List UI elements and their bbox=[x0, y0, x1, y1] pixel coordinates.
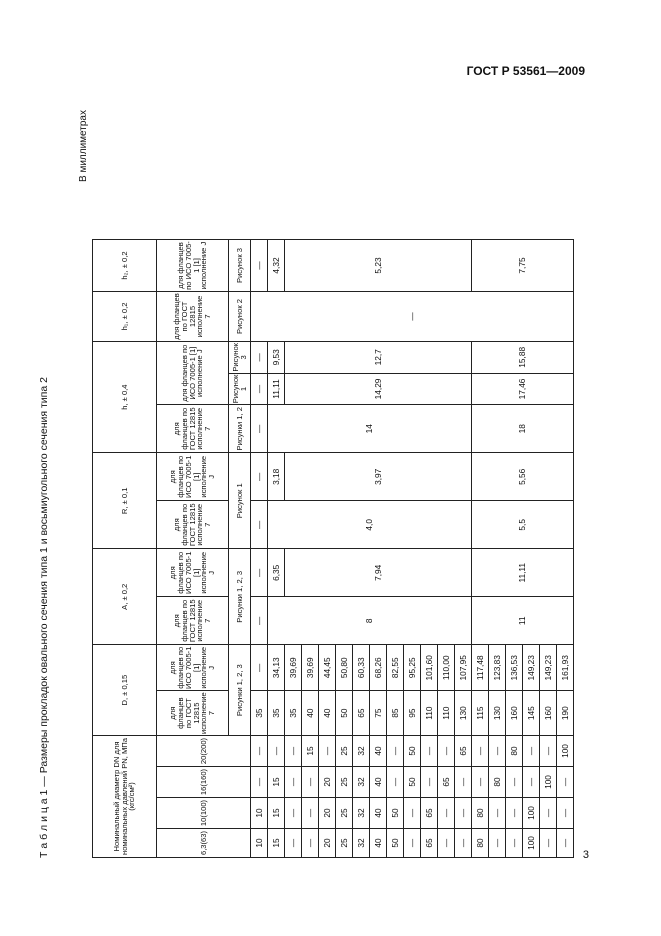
dn-cell: 32 bbox=[353, 736, 370, 767]
d-gost-cell: 160 bbox=[540, 691, 557, 736]
dn-cell: 25 bbox=[336, 798, 353, 829]
d-gost-cell: 50 bbox=[336, 691, 353, 736]
dn-cell: — bbox=[387, 767, 404, 798]
merged-value-cell: 5,56 bbox=[472, 453, 574, 501]
dn-cell: 50 bbox=[387, 829, 404, 858]
merged-value-cell: — bbox=[251, 501, 268, 549]
d-gost-cell: 40 bbox=[302, 691, 319, 736]
d-iso-cell: 161,93 bbox=[557, 645, 574, 691]
document-header: ГОСТ Р 53561—2009 bbox=[466, 64, 585, 78]
d-iso-cell: 149,23 bbox=[523, 645, 540, 691]
dn-cell: — bbox=[472, 767, 489, 798]
dn-cell: — bbox=[523, 736, 540, 767]
pn-header: 6,3(63) bbox=[157, 829, 251, 858]
iso-subheader: для фланцев по ИСО 7005-1 [1] исполнение J bbox=[157, 549, 229, 597]
dn-cell: 20 bbox=[319, 829, 336, 858]
dn-cell: — bbox=[489, 736, 506, 767]
d-iso-cell: 39,69 bbox=[302, 645, 319, 691]
dn-cell: — bbox=[268, 736, 285, 767]
merged-value-cell: 11,11 bbox=[472, 549, 574, 597]
d-gost-cell: 85 bbox=[387, 691, 404, 736]
iso-subheader: для фланцев по ИСО 7005-1 [1] исполнение J bbox=[157, 240, 229, 292]
dn-cell: 15 bbox=[268, 798, 285, 829]
dn-cell: — bbox=[455, 829, 472, 858]
dn-cell: — bbox=[302, 798, 319, 829]
dn-cell: — bbox=[506, 767, 523, 798]
dn-cell: 15 bbox=[268, 767, 285, 798]
dn-cell: 25 bbox=[336, 736, 353, 767]
pn-header: 10(100) bbox=[157, 798, 251, 829]
merged-value-cell: 11,11 bbox=[268, 373, 285, 405]
merged-value-cell: 5,23 bbox=[285, 240, 472, 292]
dn-cell: — bbox=[438, 736, 455, 767]
d-gost-cell: 115 bbox=[472, 691, 489, 736]
d-iso-cell: 68,26 bbox=[370, 645, 387, 691]
d-iso-cell: 95,25 bbox=[404, 645, 421, 691]
dn-cell: — bbox=[404, 829, 421, 858]
iso-subheader: для фланцев по ИСО 7005-1 [1] исполнение J bbox=[157, 342, 229, 405]
dn-cell: — bbox=[472, 736, 489, 767]
units-note: В миллиметрах bbox=[78, 110, 89, 182]
d-gost-cell: 110 bbox=[438, 691, 455, 736]
table-row bbox=[251, 240, 268, 858]
dn-cell: 10 bbox=[251, 829, 268, 858]
d-iso-cell: 82,55 bbox=[387, 645, 404, 691]
d-iso-cell: 39,69 bbox=[285, 645, 302, 691]
merged-value-cell: 8 bbox=[268, 597, 472, 645]
d-gost-cell: 160 bbox=[506, 691, 523, 736]
figure-ref: Рисунок 3 bbox=[229, 240, 251, 292]
col-R-header: R, ± 0,1 bbox=[93, 453, 157, 549]
dn-cell: — bbox=[302, 767, 319, 798]
figure-ref: Рисунки 1, 2, 3 bbox=[229, 645, 251, 736]
dn-cell: 65 bbox=[438, 767, 455, 798]
dn-cell: — bbox=[319, 736, 336, 767]
iso-subheader: для фланцев по ИСО 7005-1 [1] исполнение J bbox=[157, 645, 229, 691]
dn-cell: 100 bbox=[523, 798, 540, 829]
figure-ref: Рисунки 1, 2, 3 bbox=[229, 549, 251, 645]
figure-ref: Рисунки 1, 2 bbox=[229, 405, 251, 453]
dn-cell: 32 bbox=[353, 829, 370, 858]
dn-cell: 50 bbox=[387, 798, 404, 829]
table-caption: Т а б л и ц а 1 — Размеры прокладок овального сечения типа 1 и восьмиугольного сечения типа 2 bbox=[38, 377, 50, 858]
dn-cell: — bbox=[251, 736, 268, 767]
d-gost-cell: 65 bbox=[353, 691, 370, 736]
gost-subheader: для фланцев по ГОСТ 12815 исполнение 7 bbox=[157, 405, 229, 453]
merged-value-cell: 3,18 bbox=[268, 453, 285, 501]
col-A-header: A, ± 0,2 bbox=[93, 549, 157, 645]
dn-cell: — bbox=[489, 829, 506, 858]
d-gost-cell: 130 bbox=[489, 691, 506, 736]
iso-subheader: для фланцев по ИСО 7005-1 [1] исполнение J bbox=[157, 453, 229, 501]
dn-cell: 32 bbox=[353, 798, 370, 829]
figure-ref: Рисунок 3 bbox=[229, 342, 251, 374]
dn-cell: 100 bbox=[557, 736, 574, 767]
d-gost-cell: 75 bbox=[370, 691, 387, 736]
pn-header: 20(200) bbox=[157, 736, 251, 767]
dn-cell: — bbox=[523, 767, 540, 798]
gost-subheader: для фланцев по ГОСТ 12815 исполнение 7 bbox=[157, 597, 229, 645]
dn-cell: 80 bbox=[489, 767, 506, 798]
d-gost-cell: 190 bbox=[557, 691, 574, 736]
merged-value-cell: 4,32 bbox=[268, 240, 285, 292]
dn-cell: 25 bbox=[336, 829, 353, 858]
merged-value-cell: — bbox=[251, 240, 268, 292]
dn-cell: 65 bbox=[421, 798, 438, 829]
d-iso-cell: 50,80 bbox=[336, 645, 353, 691]
rotated-table-area bbox=[30, 98, 570, 868]
dn-cell: 100 bbox=[540, 767, 557, 798]
col-D-header: D, ± 0,15 bbox=[93, 645, 157, 736]
dn-cell: 50 bbox=[404, 767, 421, 798]
dn-cell: — bbox=[540, 798, 557, 829]
dn-cell: 15 bbox=[268, 829, 285, 858]
d-iso-cell: 117,48 bbox=[472, 645, 489, 691]
pn-header: 16(160) bbox=[157, 767, 251, 798]
d-iso-cell: 107,95 bbox=[455, 645, 472, 691]
dn-cell: 15 bbox=[302, 736, 319, 767]
dn-cell: 80 bbox=[472, 798, 489, 829]
dn-cell: — bbox=[557, 798, 574, 829]
d-iso-cell: 149,23 bbox=[540, 645, 557, 691]
d-iso-cell: 123,83 bbox=[489, 645, 506, 691]
dn-cell: — bbox=[285, 736, 302, 767]
dn-cell: — bbox=[421, 736, 438, 767]
merged-value-cell: 6,35 bbox=[268, 549, 285, 597]
dn-cell: — bbox=[285, 767, 302, 798]
table-body bbox=[251, 240, 574, 858]
d-iso-cell: 44,45 bbox=[319, 645, 336, 691]
dn-cell: 65 bbox=[455, 736, 472, 767]
merged-value-cell: 14 bbox=[268, 405, 472, 453]
dn-cell: — bbox=[421, 767, 438, 798]
dn-cell: — bbox=[251, 767, 268, 798]
merged-value-cell: 3,97 bbox=[285, 453, 472, 501]
merged-value-cell: — bbox=[251, 597, 268, 645]
merged-value-cell: 11 bbox=[472, 597, 574, 645]
dn-cell: 80 bbox=[472, 829, 489, 858]
dn-cell: — bbox=[557, 829, 574, 858]
merged-value-cell: 12,7 bbox=[285, 342, 472, 374]
d-gost-cell: 35 bbox=[285, 691, 302, 736]
dn-cell: 40 bbox=[370, 829, 387, 858]
gost-subheader: для фланцев по ГОСТ 12815 исполнение 7 bbox=[157, 691, 229, 736]
gost-subheader: для фланцев по ГОСТ 12815 исполнение 7 bbox=[157, 292, 229, 342]
dn-cell: — bbox=[506, 829, 523, 858]
merged-value-cell: — bbox=[251, 373, 268, 405]
d-iso-cell: 110,00 bbox=[438, 645, 455, 691]
dimensions-table bbox=[92, 239, 574, 858]
dn-cell: — bbox=[285, 829, 302, 858]
dn-cell: 25 bbox=[336, 767, 353, 798]
merged-value-cell: 7,94 bbox=[285, 549, 472, 597]
figure-ref: Рисунок 2 bbox=[229, 292, 251, 342]
dn-cell: 65 bbox=[421, 829, 438, 858]
dn-cell: 20 bbox=[319, 767, 336, 798]
merged-value-cell: 7,75 bbox=[472, 240, 574, 292]
dn-cell: — bbox=[506, 798, 523, 829]
dn-cell: — bbox=[438, 829, 455, 858]
merged-value-cell: — bbox=[251, 342, 268, 374]
d-gost-cell: 130 bbox=[455, 691, 472, 736]
figure-ref: Рисунок 1 bbox=[229, 373, 251, 405]
merged-value-cell: 17,46 bbox=[472, 373, 574, 405]
dn-cell: — bbox=[285, 798, 302, 829]
dn-cell: — bbox=[404, 798, 421, 829]
d-gost-cell: 110 bbox=[421, 691, 438, 736]
dn-cell: 20 bbox=[319, 798, 336, 829]
gost-subheader: для фланцев по ГОСТ 12815 исполнение 7 bbox=[157, 501, 229, 549]
d-gost-cell: 35 bbox=[251, 691, 268, 736]
col-h-header: h, ± 0,4 bbox=[93, 342, 157, 453]
merged-value-cell: — bbox=[251, 549, 268, 597]
merged-value-cell: — bbox=[251, 453, 268, 501]
dn-cell: — bbox=[489, 798, 506, 829]
d-iso-cell: — bbox=[251, 645, 268, 691]
dn-cell: 100 bbox=[523, 829, 540, 858]
dn-cell: 10 bbox=[251, 798, 268, 829]
merged-value-cell: 5,5 bbox=[472, 501, 574, 549]
d-iso-cell: 34,13 bbox=[268, 645, 285, 691]
d-iso-cell: 136,53 bbox=[506, 645, 523, 691]
dn-cell: — bbox=[540, 736, 557, 767]
merged-value-cell: 14,29 bbox=[285, 373, 472, 405]
dn-cell: — bbox=[557, 767, 574, 798]
dn-cell: — bbox=[455, 767, 472, 798]
col-h2-header: h₂, ± 0,2 bbox=[93, 240, 157, 292]
dn-cell: — bbox=[540, 829, 557, 858]
d-gost-cell: 95 bbox=[404, 691, 421, 736]
dn-cell: — bbox=[455, 798, 472, 829]
merged-value-cell: 15,88 bbox=[472, 342, 574, 374]
dn-cell: 80 bbox=[506, 736, 523, 767]
col-h1-header: h₁, ± 0,2 bbox=[93, 292, 157, 342]
dn-group-header: Номинальный диаметр DN для номинальных давлений PN, МПа (кгс/см²) bbox=[93, 736, 157, 858]
dn-cell: 40 bbox=[370, 798, 387, 829]
figure-ref: Рисунок 1 bbox=[229, 453, 251, 549]
dn-cell: — bbox=[302, 829, 319, 858]
page-number: 3 bbox=[582, 849, 589, 861]
merged-value-cell: 4,0 bbox=[268, 501, 472, 549]
dn-cell: 32 bbox=[353, 767, 370, 798]
merged-value-cell: — bbox=[251, 292, 574, 342]
dn-cell: — bbox=[438, 798, 455, 829]
merged-value-cell: — bbox=[251, 405, 268, 453]
d-gost-cell: 35 bbox=[268, 691, 285, 736]
d-iso-cell: 60,33 bbox=[353, 645, 370, 691]
d-gost-cell: 145 bbox=[523, 691, 540, 736]
merged-value-cell: 18 bbox=[472, 405, 574, 453]
dn-cell: 40 bbox=[370, 767, 387, 798]
d-iso-cell: 101,60 bbox=[421, 645, 438, 691]
merged-value-cell: 9,53 bbox=[268, 342, 285, 374]
d-gost-cell: 40 bbox=[319, 691, 336, 736]
dn-cell: 40 bbox=[370, 736, 387, 767]
dn-cell: 50 bbox=[404, 736, 421, 767]
dn-cell: — bbox=[387, 736, 404, 767]
